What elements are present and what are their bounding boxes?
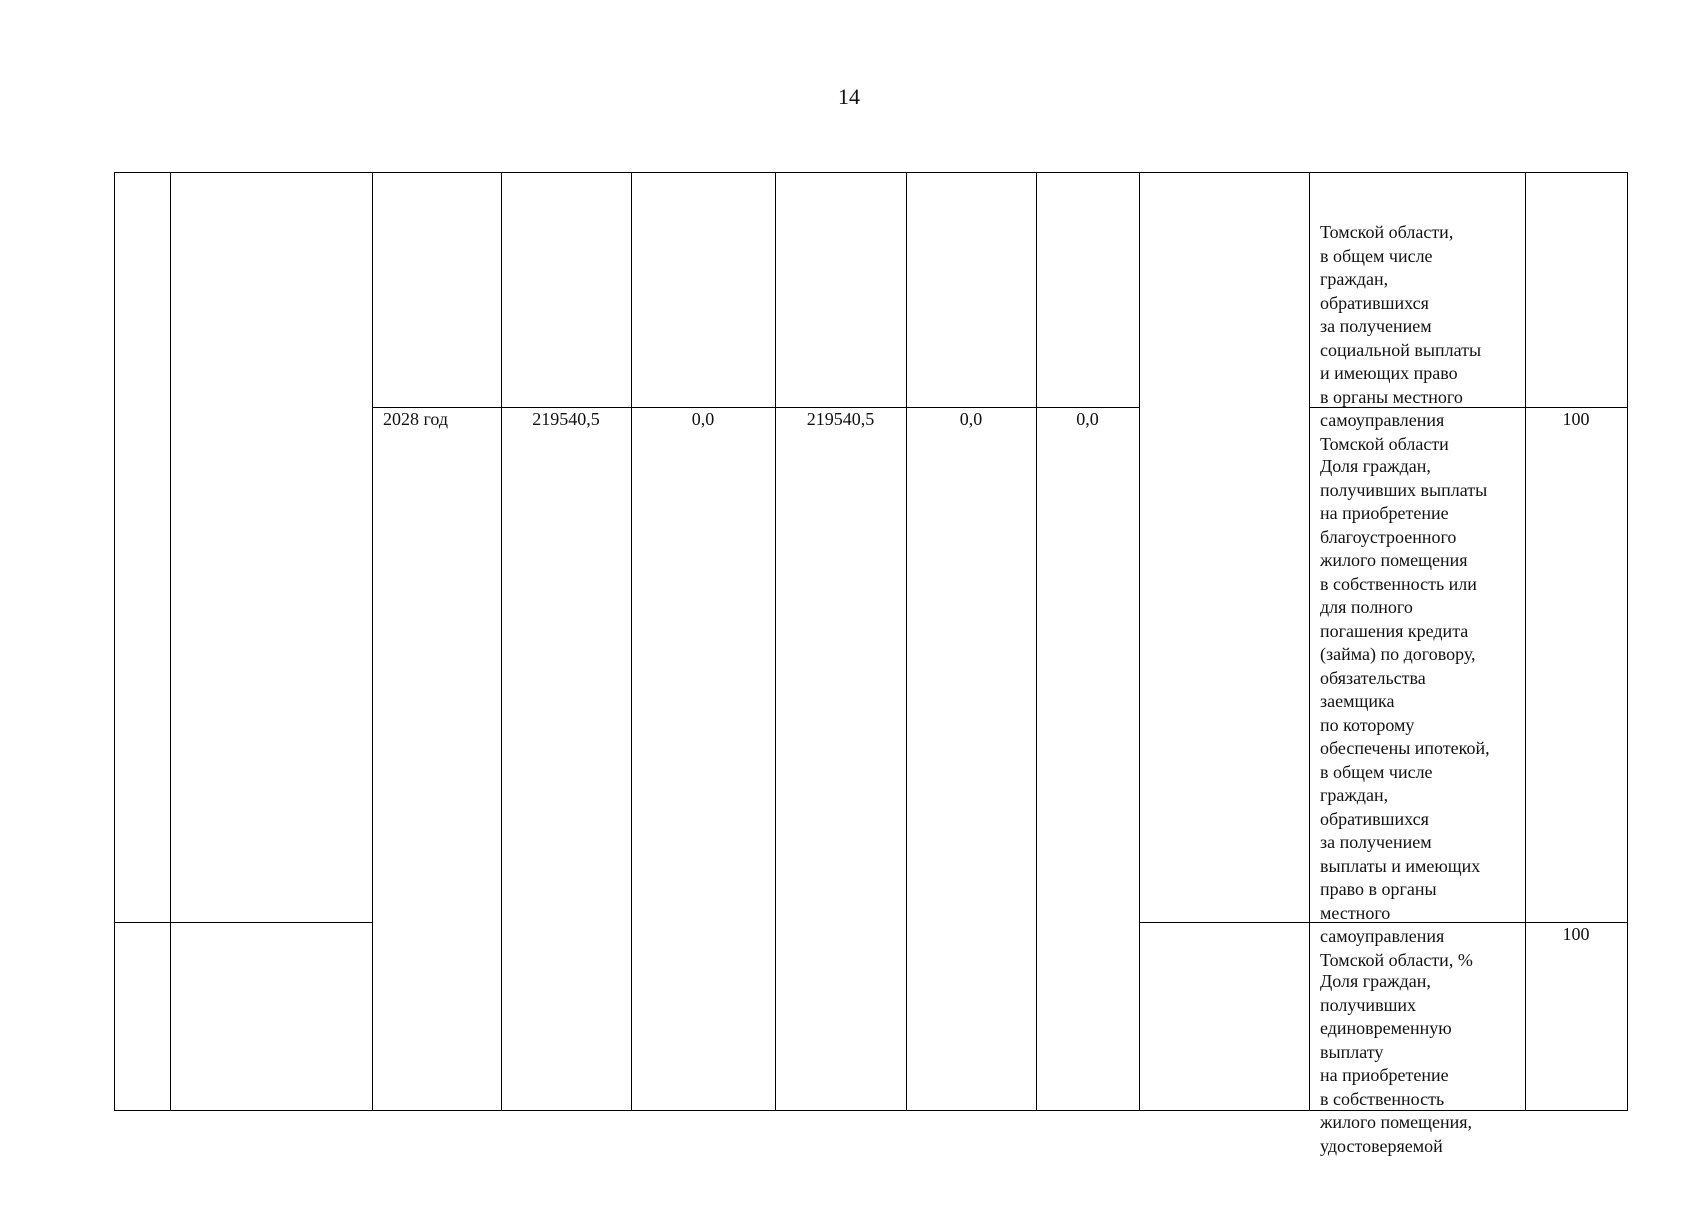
indicator-line: социальной выплаты [1320,339,1482,360]
column-divider [1139,172,1140,1111]
indicator-line: единовременную [1320,1018,1452,1038]
indicator-line: жилого помещения [1320,550,1468,570]
year-cell: 2028 год [383,409,449,429]
column-divider [1036,172,1037,1111]
indicator-line: заемщика [1320,691,1395,711]
funding-cell: 0,0 [691,409,715,429]
column-divider [501,172,502,1111]
funding-cell: 0,0 [1076,409,1099,429]
indicator-line: выплаты и имеющих [1320,855,1481,876]
column-divider [170,172,171,1111]
indicator-line: право в органы [1320,879,1437,899]
indicator-line: Томской области, % [1320,949,1473,970]
indicator-line: в органы местного [1320,386,1463,407]
column-divider [631,172,632,1111]
indicator-line: (займа) по договору, [1320,644,1476,664]
page-number: 14 [838,84,860,109]
indicator-line: за получением [1320,316,1432,336]
column-divider [906,172,907,1111]
indicator-line: обратившихся [1320,292,1429,313]
indicator-line: Томской области, [1320,222,1454,242]
indicator-line: по которому [1320,714,1415,735]
funding-cell: 219540,5 [806,409,875,429]
indicator-line: в общем числе [1320,245,1433,266]
column-divider [1627,172,1628,1111]
indicator-line: обязательства [1320,667,1426,688]
indicator-line: Доля граждан, [1320,971,1431,991]
indicator-line: Томской области [1320,433,1449,454]
indicator-line: для полного [1320,597,1413,617]
indicator-value: 100 [1562,924,1590,944]
indicator-text [1320,923,1472,1205]
indicator-line: за получением [1320,832,1432,852]
indicator-line: жилого помещения, [1320,1112,1473,1132]
column-divider [1309,172,1310,1111]
funding-cell: 0,0 [959,409,983,429]
indicator-line: на приобретение [1320,503,1449,523]
column-divider [1525,172,1526,1111]
indicator-line: самоуправления [1320,410,1445,430]
indicator-line: граждан, [1320,785,1389,805]
indicator-line: Доля граждан, [1320,456,1431,476]
indicator-line: обеспечены ипотекой, [1320,738,1490,758]
indicator-line: получивших [1320,994,1417,1015]
row-divider [114,922,372,923]
indicator-line: и имеющих право [1320,363,1458,383]
column-divider [372,172,373,1111]
indicator-line: самоуправления [1320,926,1445,946]
total-funding-cell: 219540,5 [532,409,600,429]
column-divider [775,172,776,1111]
indicator-line: благоустроенного [1320,526,1457,547]
indicator-line: граждан, [1320,269,1389,289]
indicator-line: удостоверяемой [1320,1135,1443,1156]
table-border-top [114,172,1627,173]
indicator-line: выплату [1320,1041,1384,1062]
indicator-line: погашения кредита [1320,620,1469,641]
indicator-line: местного [1320,902,1391,923]
indicator-line: получивших выплаты [1320,479,1488,500]
indicator-line: в общем числе [1320,761,1433,782]
indicator-line: обратившихся [1320,808,1429,829]
indicator-line: в собственность или [1320,573,1477,594]
indicator-value: 100 [1562,409,1590,429]
indicator-line: на приобретение [1320,1065,1449,1085]
column-divider [114,172,115,1111]
indicator-line: в собственность [1320,1088,1445,1109]
